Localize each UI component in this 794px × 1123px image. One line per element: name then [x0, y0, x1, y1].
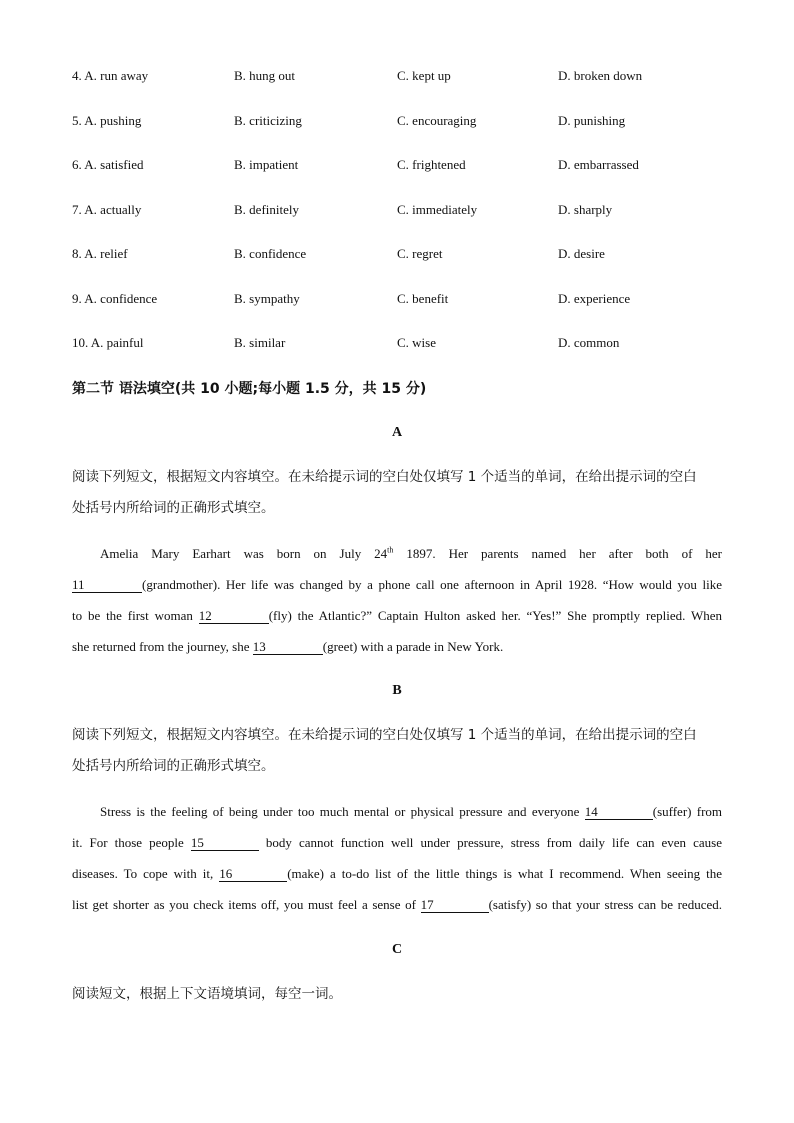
passage-line — [72, 631, 722, 662]
option-c: C. frightened — [397, 157, 466, 172]
option-a: 9. A. confidence — [72, 291, 158, 306]
option-a: 10. A. painful — [72, 335, 144, 350]
option-a: 7. A. actually — [72, 202, 142, 217]
option-d: D. broken down — [558, 68, 643, 83]
option-c: C. benefit — [397, 291, 449, 306]
choice-row-10 — [72, 335, 732, 355]
option-d: D. experience — [558, 291, 631, 306]
blank-13[interactable]: 13 — [253, 640, 323, 655]
option-d: D. common — [558, 335, 620, 350]
text: to be the first woman — [72, 608, 199, 623]
option-d: D. desire — [558, 246, 605, 261]
blank-12[interactable]: 12 — [199, 609, 269, 624]
part-c-instructions: 阅读短文，根据上下文语境填词，每空一词。 — [72, 986, 342, 1002]
passage-line — [72, 569, 722, 600]
text: (suffer) from — [652, 804, 723, 819]
choice-row-5 — [72, 113, 732, 133]
passage-line — [72, 600, 722, 631]
option-d: D. sharply — [558, 202, 613, 217]
passage-line — [72, 796, 722, 827]
blank-16[interactable]: 16 — [219, 867, 287, 882]
choice-row-8 — [72, 246, 732, 266]
instruction-line: 处括号内所给词的正确形式填空。 — [72, 500, 275, 516]
part-a-heading: A — [391, 425, 403, 440]
text: 1897. Her parents named her after both of her — [393, 546, 722, 561]
option-c: C. immediately — [397, 202, 478, 217]
part-c-heading: C — [391, 942, 403, 957]
option-a: 4. A. run away — [72, 68, 149, 83]
instruction-line: 阅读下列短文，根据短文内容填空。在未给提示词的空白处仅填写 1 个适当的单词，在给出提示词的空白 — [72, 727, 697, 743]
passage-line — [72, 538, 722, 569]
option-c: C. regret — [397, 246, 443, 261]
option-b: B. impatient — [234, 157, 299, 172]
choice-row-9 — [72, 291, 732, 311]
choice-row-6 — [72, 157, 732, 177]
choice-row-4 — [72, 68, 732, 88]
choice-row-7 — [72, 202, 732, 222]
option-c: C. encouraging — [397, 113, 477, 128]
option-c: C. wise — [397, 335, 436, 350]
superscript: th — [387, 545, 394, 555]
option-b: B. sympathy — [234, 291, 300, 306]
option-b: B. definitely — [234, 202, 299, 217]
text: (satisfy) so that your stress can be reduced. — [488, 897, 722, 912]
option-b: B. criticizing — [234, 113, 302, 128]
instruction-line: 阅读下列短文，根据短文内容填空。在未给提示词的空白处仅填写 1 个适当的单词，在给出提示词的空白 — [72, 469, 697, 485]
part-b-heading: B — [392, 683, 402, 698]
option-d: D. embarrassed — [558, 157, 639, 172]
text: (grandmother). Her life was changed by a phone call one afternoon in April 1928. “How would you like — [142, 577, 722, 592]
instruction-line: 处括号内所给词的正确形式填空。 — [72, 758, 275, 774]
text: Amelia Mary Earhart was born on July 24 — [100, 546, 388, 561]
passage-line — [72, 827, 722, 858]
text: (make) a to-do list of the little things is what I recommend. When seeing the — [287, 866, 722, 881]
option-a: 6. A. satisfied — [72, 157, 144, 172]
option-c: C. kept up — [397, 68, 451, 83]
blank-15[interactable]: 15 — [191, 836, 259, 851]
part-a-instructions — [72, 462, 722, 524]
blank-11[interactable]: 11 — [72, 578, 142, 593]
option-a: 5. A. pushing — [72, 113, 142, 128]
text: (greet) with a parade in New York. — [322, 639, 504, 654]
blank-17[interactable]: 17 — [421, 898, 489, 913]
text: diseases. To cope with it, — [72, 866, 220, 881]
option-d: D. punishing — [558, 113, 626, 128]
text: it. For those people — [72, 835, 191, 850]
text: body cannot function well under pressure, stress from daily life can even cause — [258, 835, 722, 850]
option-a: 8. A. relief — [72, 246, 128, 261]
text: list get shorter as you check items off, you must feel a sense of — [72, 897, 421, 912]
blank-14[interactable]: 14 — [585, 805, 653, 820]
part-b-passage — [72, 796, 722, 920]
option-b: B. confidence — [234, 246, 307, 261]
text: (fly) the Atlantic?” Captain Hulton asked her. “Yes!” She promptly replied. When — [268, 608, 722, 623]
passage-line — [72, 889, 722, 920]
passage-line — [72, 858, 722, 889]
text: Stress is the feeling of being under too much mental or physical pressure and everyone — [100, 804, 585, 819]
option-b: B. similar — [234, 335, 286, 350]
text: she returned from the journey, she — [72, 639, 253, 654]
option-b: B. hung out — [234, 68, 296, 83]
section-title: 第二节 语法填空(共 10 小题;每小题 1.5 分，共 15 分) — [72, 381, 427, 397]
part-a-passage — [72, 538, 722, 662]
part-b-instructions — [72, 720, 722, 782]
